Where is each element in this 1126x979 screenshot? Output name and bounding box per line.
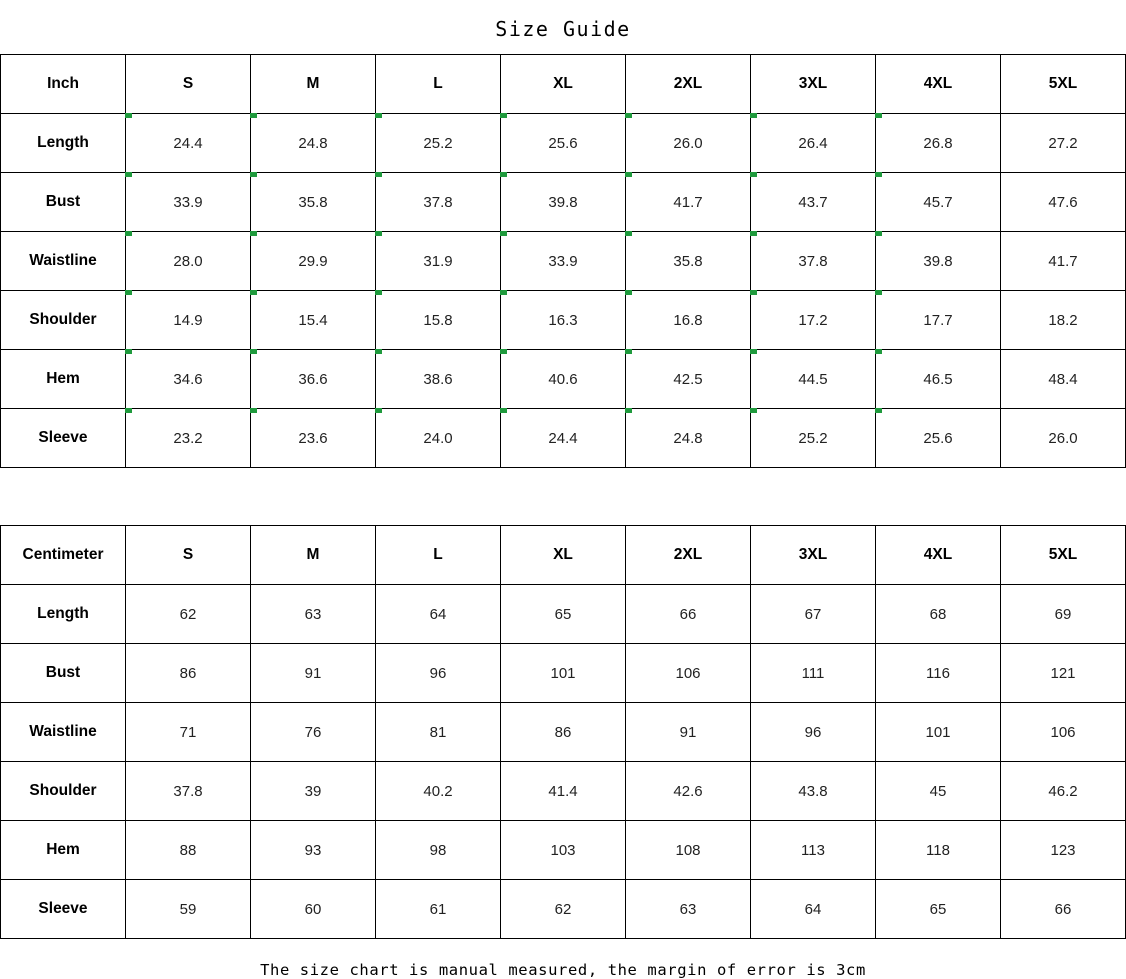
size-header-l: L [376,55,501,114]
cell-value: 91 [251,644,376,703]
cell-value: 42.5 [626,350,751,409]
table-row [1,114,1126,173]
cell-value: 108 [626,821,751,880]
cell-value: 66 [1001,880,1126,939]
cell-value: 65 [876,880,1001,939]
cell-value: 60 [251,880,376,939]
size-table-inch [0,54,1126,468]
row-label-hem: Hem [1,821,126,880]
size-header-s: S [126,526,251,585]
cell-value: 86 [126,644,251,703]
cell-value: 118 [876,821,1001,880]
row-label-shoulder: Shoulder [1,291,126,350]
cell-value: 34.6 [126,350,251,409]
row-label-hem: Hem [1,350,126,409]
cell-value: 96 [751,703,876,762]
size-header-3xl: 3XL [751,55,876,114]
size-header-4xl: 4XL [876,526,1001,585]
table-header-row [1,55,1126,114]
table-row [1,762,1126,821]
cell-value: 16.3 [501,291,626,350]
row-label-waistline: Waistline [1,232,126,291]
unit-label-centimeter: Centimeter [1,526,126,585]
cell-value: 106 [1001,703,1126,762]
size-header-xl: XL [501,55,626,114]
cell-value: 33.9 [126,173,251,232]
cell-value: 67 [751,585,876,644]
row-label-shoulder: Shoulder [1,762,126,821]
cell-value: 24.8 [626,409,751,468]
cell-value: 24.8 [251,114,376,173]
cell-value: 106 [626,644,751,703]
cell-value: 44.5 [751,350,876,409]
cell-value: 43.7 [751,173,876,232]
cell-value: 24.4 [126,114,251,173]
cell-value: 31.9 [376,232,501,291]
row-label-sleeve: Sleeve [1,409,126,468]
cell-value: 23.6 [251,409,376,468]
cell-value: 64 [376,585,501,644]
cell-value: 47.6 [1001,173,1126,232]
cell-value: 37.8 [376,173,501,232]
cell-value: 39.8 [876,232,1001,291]
cell-value: 113 [751,821,876,880]
size-header-5xl: 5XL [1001,526,1126,585]
cell-value: 38.6 [376,350,501,409]
row-label-bust: Bust [1,644,126,703]
cell-value: 24.4 [501,409,626,468]
table-row [1,173,1126,232]
cell-value: 15.8 [376,291,501,350]
cell-value: 111 [751,644,876,703]
cell-value: 25.2 [376,114,501,173]
cell-value: 33.9 [501,232,626,291]
cell-value: 101 [501,644,626,703]
cell-value: 62 [501,880,626,939]
cell-value: 103 [501,821,626,880]
cell-value: 42.6 [626,762,751,821]
cell-value: 35.8 [251,173,376,232]
cell-value: 23.2 [126,409,251,468]
cell-value: 65 [501,585,626,644]
row-label-sleeve: Sleeve [1,880,126,939]
cell-value: 37.8 [126,762,251,821]
cell-value: 81 [376,703,501,762]
table-row [1,291,1126,350]
cell-value: 41.4 [501,762,626,821]
cell-value: 26.0 [626,114,751,173]
size-header-m: M [251,55,376,114]
cell-value: 91 [626,703,751,762]
cell-value: 26.8 [876,114,1001,173]
table-row [1,409,1126,468]
cell-value: 39 [251,762,376,821]
cell-value: 43.8 [751,762,876,821]
cell-value: 48.4 [1001,350,1126,409]
size-header-2xl: 2XL [626,526,751,585]
cell-value: 41.7 [1001,232,1126,291]
table-row [1,585,1126,644]
cell-value: 96 [376,644,501,703]
table-row [1,644,1126,703]
cell-value: 37.8 [751,232,876,291]
size-header-s: S [126,55,251,114]
cell-value: 17.7 [876,291,1001,350]
cell-value: 116 [876,644,1001,703]
cell-value: 69 [1001,585,1126,644]
cell-value: 25.6 [876,409,1001,468]
cell-value: 68 [876,585,1001,644]
table-row [1,880,1126,939]
size-header-l: L [376,526,501,585]
cell-value: 40.6 [501,350,626,409]
cell-value: 86 [501,703,626,762]
cell-value: 46.2 [1001,762,1126,821]
cell-value: 27.2 [1001,114,1126,173]
cell-value: 61 [376,880,501,939]
cell-value: 29.9 [251,232,376,291]
size-header-3xl: 3XL [751,526,876,585]
cell-value: 28.0 [126,232,251,291]
cell-value: 63 [251,585,376,644]
cell-value: 39.8 [501,173,626,232]
cell-value: 123 [1001,821,1126,880]
cell-value: 71 [126,703,251,762]
row-label-length: Length [1,114,126,173]
cell-value: 93 [251,821,376,880]
cell-value: 45 [876,762,1001,821]
cell-value: 16.8 [626,291,751,350]
cell-value: 45.7 [876,173,1001,232]
cell-value: 98 [376,821,501,880]
cell-value: 64 [751,880,876,939]
cell-value: 66 [626,585,751,644]
table-row [1,821,1126,880]
cell-value: 46.5 [876,350,1001,409]
size-header-2xl: 2XL [626,55,751,114]
cell-value: 36.6 [251,350,376,409]
cell-value: 121 [1001,644,1126,703]
size-header-5xl: 5XL [1001,55,1126,114]
row-label-waistline: Waistline [1,703,126,762]
table-row [1,703,1126,762]
unit-label-inch: Inch [1,55,126,114]
size-header-m: M [251,526,376,585]
cell-value: 88 [126,821,251,880]
table-row [1,350,1126,409]
page-title: Size Guide [495,17,631,41]
cell-value: 18.2 [1001,291,1126,350]
cell-value: 35.8 [626,232,751,291]
cell-value: 62 [126,585,251,644]
cell-value: 76 [251,703,376,762]
cell-value: 41.7 [626,173,751,232]
cell-value: 15.4 [251,291,376,350]
cell-value: 26.4 [751,114,876,173]
row-label-length: Length [1,585,126,644]
cell-value: 40.2 [376,762,501,821]
size-table-centimeter [0,525,1126,939]
table-spacer [0,468,1126,525]
cell-value: 63 [626,880,751,939]
table-header-row [1,526,1126,585]
table-row [1,232,1126,291]
size-header-xl: XL [501,526,626,585]
cell-value: 26.0 [1001,409,1126,468]
cell-value: 24.0 [376,409,501,468]
cell-value: 14.9 [126,291,251,350]
cell-value: 25.6 [501,114,626,173]
cell-value: 101 [876,703,1001,762]
cell-value: 17.2 [751,291,876,350]
measurement-disclaimer: The size chart is manual measured, the margin of error is 3cm [260,961,866,979]
cell-value: 59 [126,880,251,939]
cell-value: 25.2 [751,409,876,468]
size-header-4xl: 4XL [876,55,1001,114]
row-label-bust: Bust [1,173,126,232]
